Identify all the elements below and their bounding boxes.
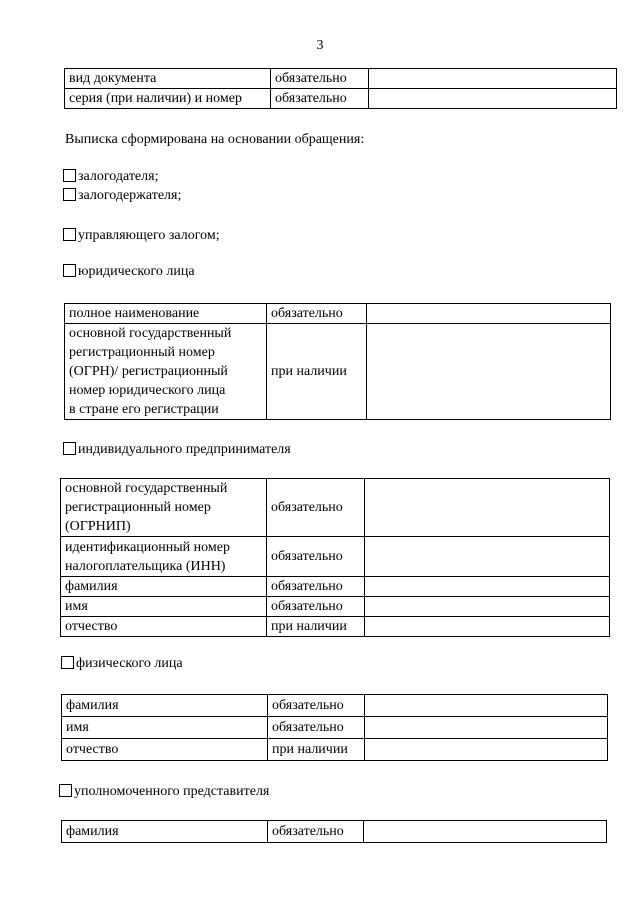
row-label [61,479,267,537]
inn-field[interactable] [365,537,610,577]
pledgor-label: залогодателя; [78,169,159,184]
table-row [62,717,608,739]
row-requirement: обязательно [271,69,369,89]
table-row [61,577,610,597]
label-line: регистрационный номер [65,500,211,515]
row-requirement: обязательно [267,577,365,597]
row-requirement: при наличии [267,324,367,420]
label-line: (ОГРН)/ регистрационный [69,364,228,379]
table-row [62,695,608,717]
legal-entity-checkbox[interactable] [63,264,76,277]
row-requirement: обязательно [267,597,365,617]
label-line: идентификационный номер [65,539,230,555]
ip-surname-field[interactable] [365,577,610,597]
row-requirement: обязательно [268,717,365,739]
rep-surname-field[interactable] [364,821,607,843]
row-label: фамилия [61,577,267,597]
name-field[interactable] [365,717,608,739]
table-row [61,617,610,637]
ip-name-field[interactable] [365,597,610,617]
row-label: имя [61,597,267,617]
table-row [61,597,610,617]
row-requirement: при наличии [267,617,365,637]
surname-field[interactable] [365,695,608,717]
table-row [61,537,610,577]
legal-entity-label: юридического лица [78,264,195,279]
individual-checkbox[interactable] [61,656,74,669]
option-legal-entity [63,263,195,281]
option-individual [61,655,183,673]
row-label: отчество [62,739,268,761]
page-number: 3 [316,38,324,53]
option-representative [59,783,269,801]
table-row [62,739,608,761]
representative-label: уполномоченного представителя [74,784,270,799]
pledgor-checkbox[interactable] [63,169,76,182]
row-label: серия (при наличии) и номер [65,89,271,109]
document-number-field[interactable] [369,89,617,109]
ogrn-field[interactable] [367,324,611,420]
row-label: вид документа [65,69,271,89]
label-line: (ОГРНИП) [65,519,131,534]
legal-name-field[interactable] [367,304,611,324]
option-entrepreneur [63,441,291,459]
row-requirement: обязательно [267,304,367,324]
table-row [65,89,617,109]
label-line: номер юридического лица [69,383,226,398]
patronymic-field[interactable] [365,739,608,761]
label-line: налогоплательщика (ИНН) [65,558,226,574]
manager-label: управляющего залогом; [78,228,220,243]
option-pledgee [63,187,181,205]
table-row [62,821,607,843]
table-row [65,69,617,89]
label-line: основной государственный [65,481,228,496]
row-requirement: обязательно [267,479,365,537]
pledgee-label: залогодержателя; [78,188,182,203]
table-row [61,479,610,537]
table-row [65,304,611,324]
row-label: фамилия [62,695,268,717]
basis-text: Выписка сформирована на основании обращения: [65,132,365,147]
label-line: основной государственный [69,326,232,341]
individual-label: физического лица [76,656,183,671]
legal-entity-table [64,303,611,420]
row-requirement: обязательно [267,537,365,577]
option-manager [63,227,220,245]
representative-checkbox[interactable] [59,784,72,797]
entrepreneur-label: индивидуального предпринимателя [78,442,291,457]
table-row [65,324,611,420]
entrepreneur-checkbox[interactable] [63,442,76,455]
row-label: фамилия [62,821,268,843]
row-requirement: обязательно [268,821,364,843]
label-line: регистрационный номер [69,345,215,360]
row-requirement: обязательно [268,695,365,717]
option-pledgor [63,168,158,186]
individual-table [61,694,608,761]
representative-table [61,820,607,843]
document-table [64,68,617,109]
row-label [61,537,267,577]
manager-checkbox[interactable] [63,228,76,241]
row-label: имя [62,717,268,739]
row-label: полное наименование [65,304,267,324]
document-type-field[interactable] [369,69,617,89]
entrepreneur-table [60,478,610,637]
ip-patronymic-field[interactable] [365,617,610,637]
label-line: в стране его регистрации [69,402,219,417]
row-requirement: обязательно [271,89,369,109]
ogrnip-field[interactable] [365,479,610,537]
pledgee-checkbox[interactable] [63,188,76,201]
row-label [65,324,267,420]
row-requirement: при наличии [268,739,365,761]
row-label: отчество [61,617,267,637]
